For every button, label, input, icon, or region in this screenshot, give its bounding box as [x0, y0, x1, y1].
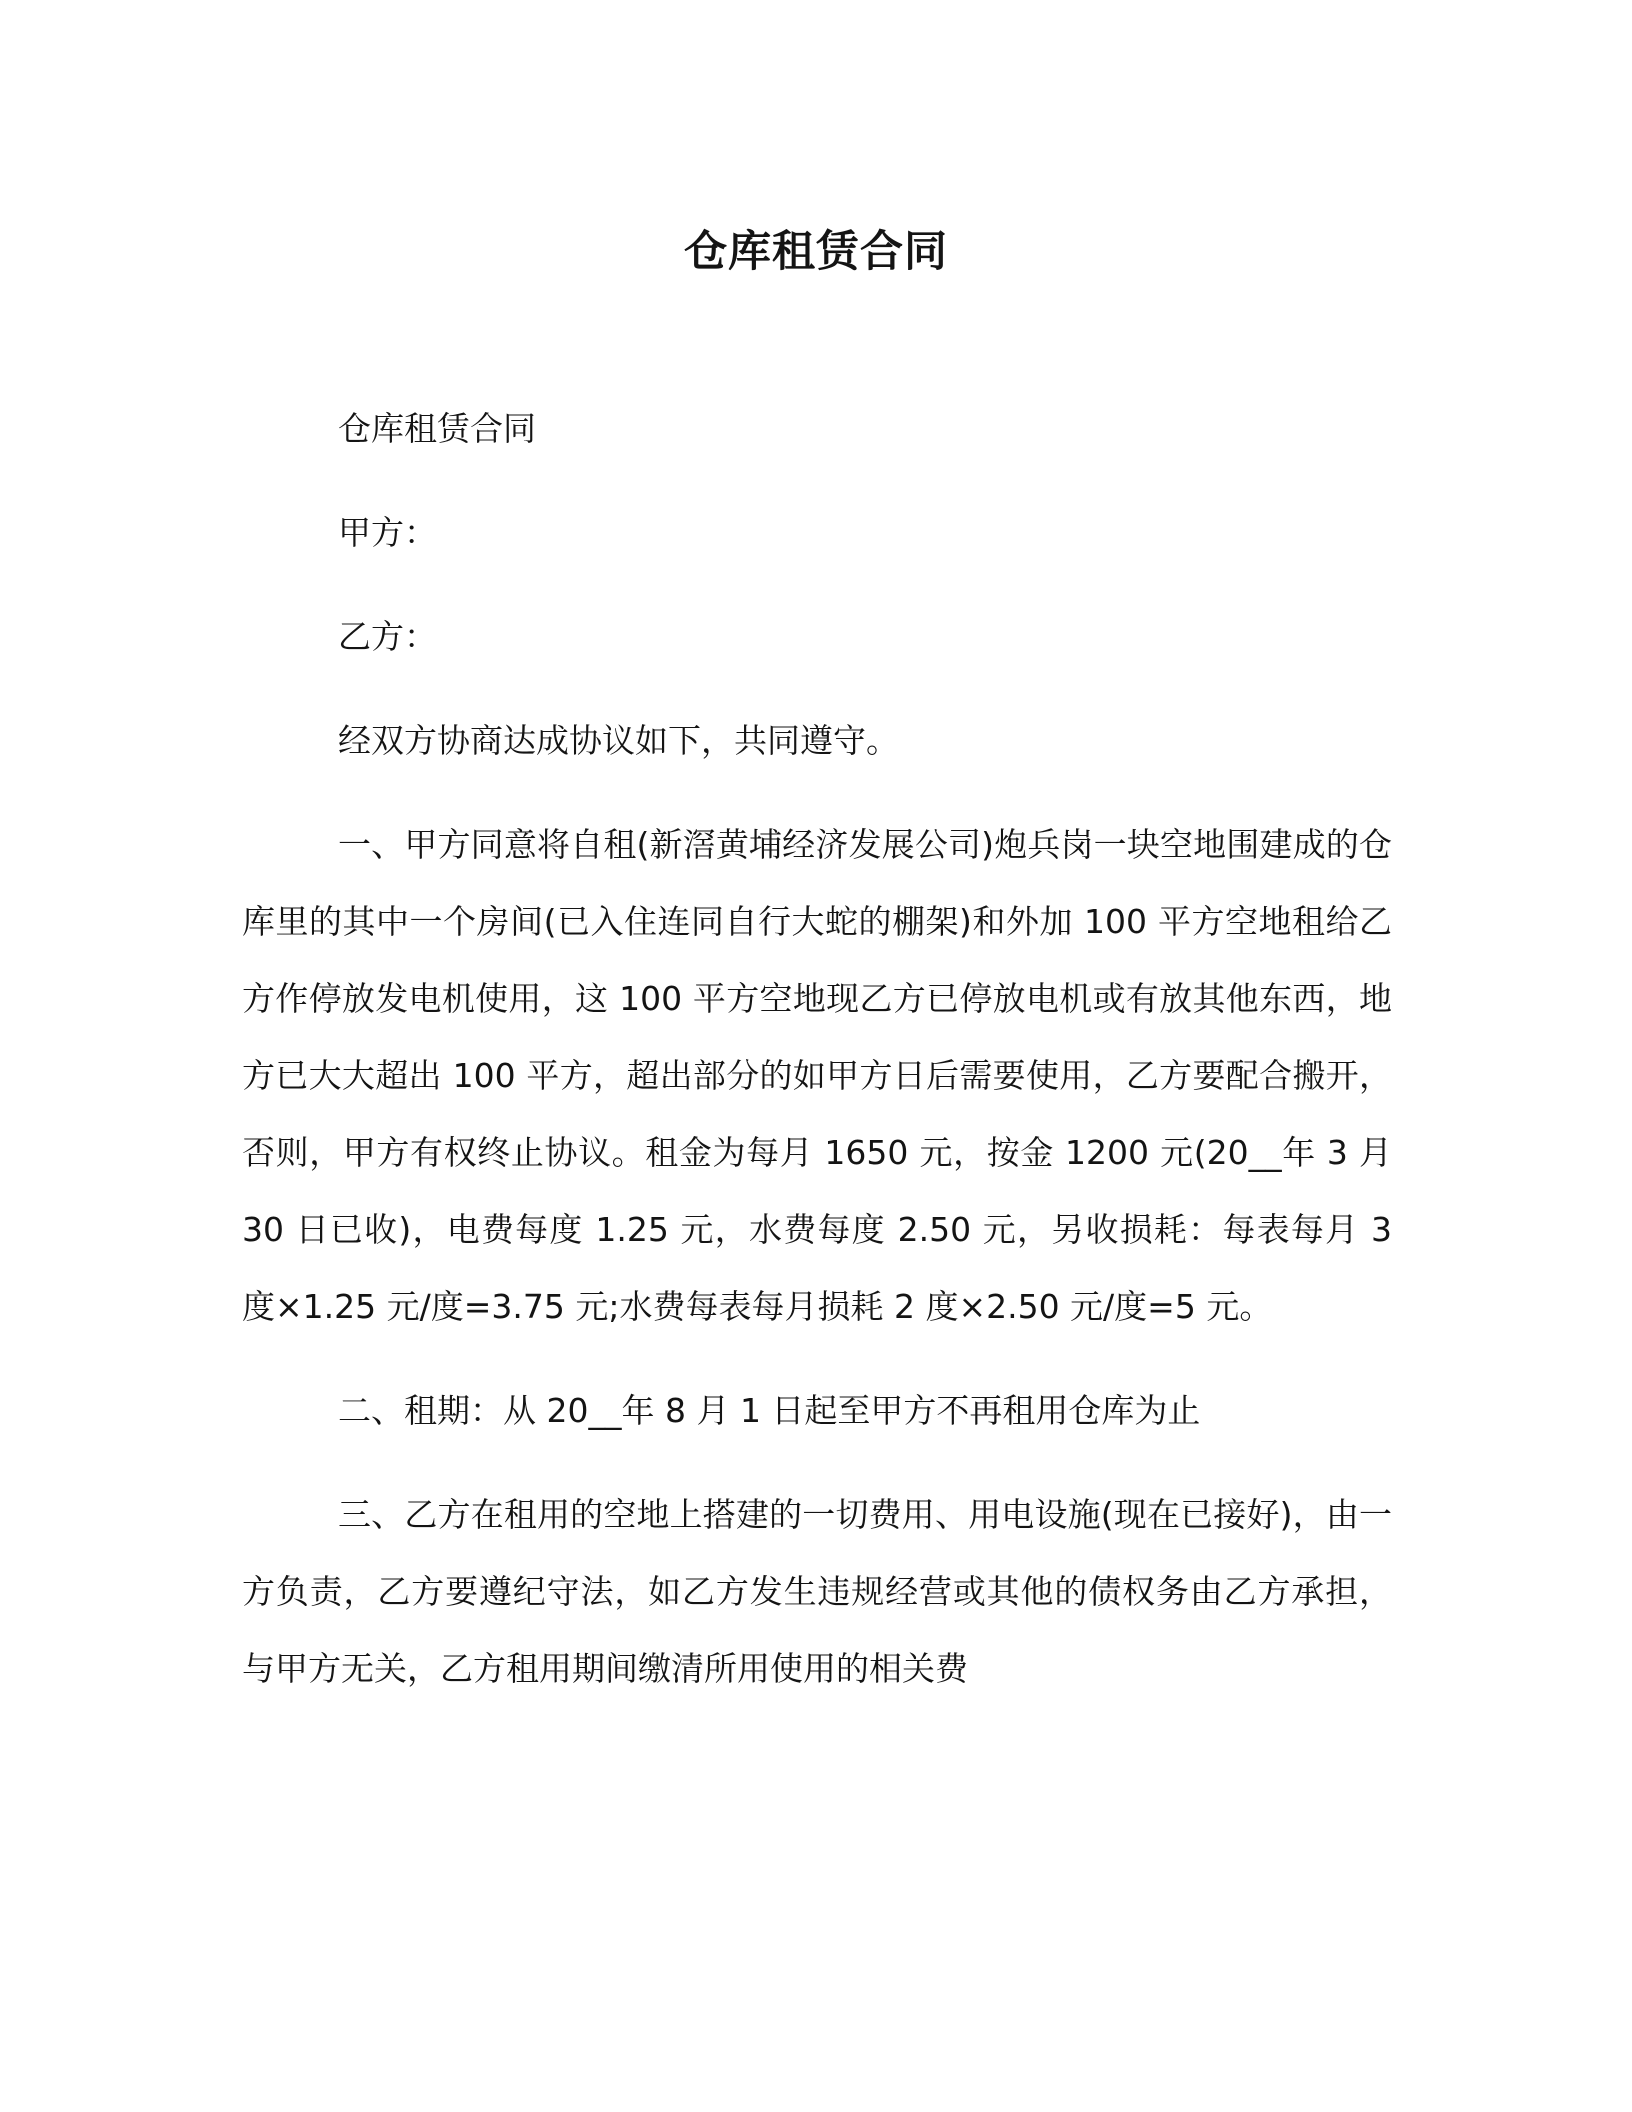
paragraph-party-a: 甲方：: [338, 513, 437, 552]
paragraph-heading: 仓库租赁合同: [338, 409, 536, 448]
document-body: [242, 390, 1392, 1734]
paragraph-clause-3: 三、乙方在租用的空地上搭建的一切费用、用电设施(现在已接好)，由一方负责，乙方要遵纪守法，如乙方发生违规经营或其他的债权务由乙方承担，与甲方无关，乙方租用期间缴清所用使用的相关费: [242, 1495, 1392, 1688]
paragraph-agreement: 经双方协商达成协议如下，共同遵守。: [338, 721, 899, 760]
paragraph-clause-1: 一、甲方同意将自租(新滘黄埔经济发展公司)炮兵岗一块空地围建成的仓库里的其中一个房间(已入住连同自行大蛇的棚架)和外加 100 平方空地租给乙方作停放发电机使用，这 100 平方空地现乙方已停放电机或有放其他东西，地方已大大超出 100 平方，超出部分的如甲方日后需要使用，乙方要配合搬开，否则，甲方有权终止协议。租金为每月 1650 元，按金 1200 元(20__年 3 月 30 日已收)，电费每度 1.25 元，水费每度 2.50 元，另收损耗：每表每月 3 度×1.25 元/度=3.75 元;水费每表每月损耗 2 度×2.50 元/度=5 元。: [242, 825, 1392, 1326]
paragraph-party-b: 乙方：: [338, 617, 437, 656]
document-title: 仓库租赁合同: [684, 227, 948, 277]
paragraph-clause-2: 二、租期：从 20__年 8 月 1 日起至甲方不再租用仓库为止: [338, 1391, 1201, 1430]
